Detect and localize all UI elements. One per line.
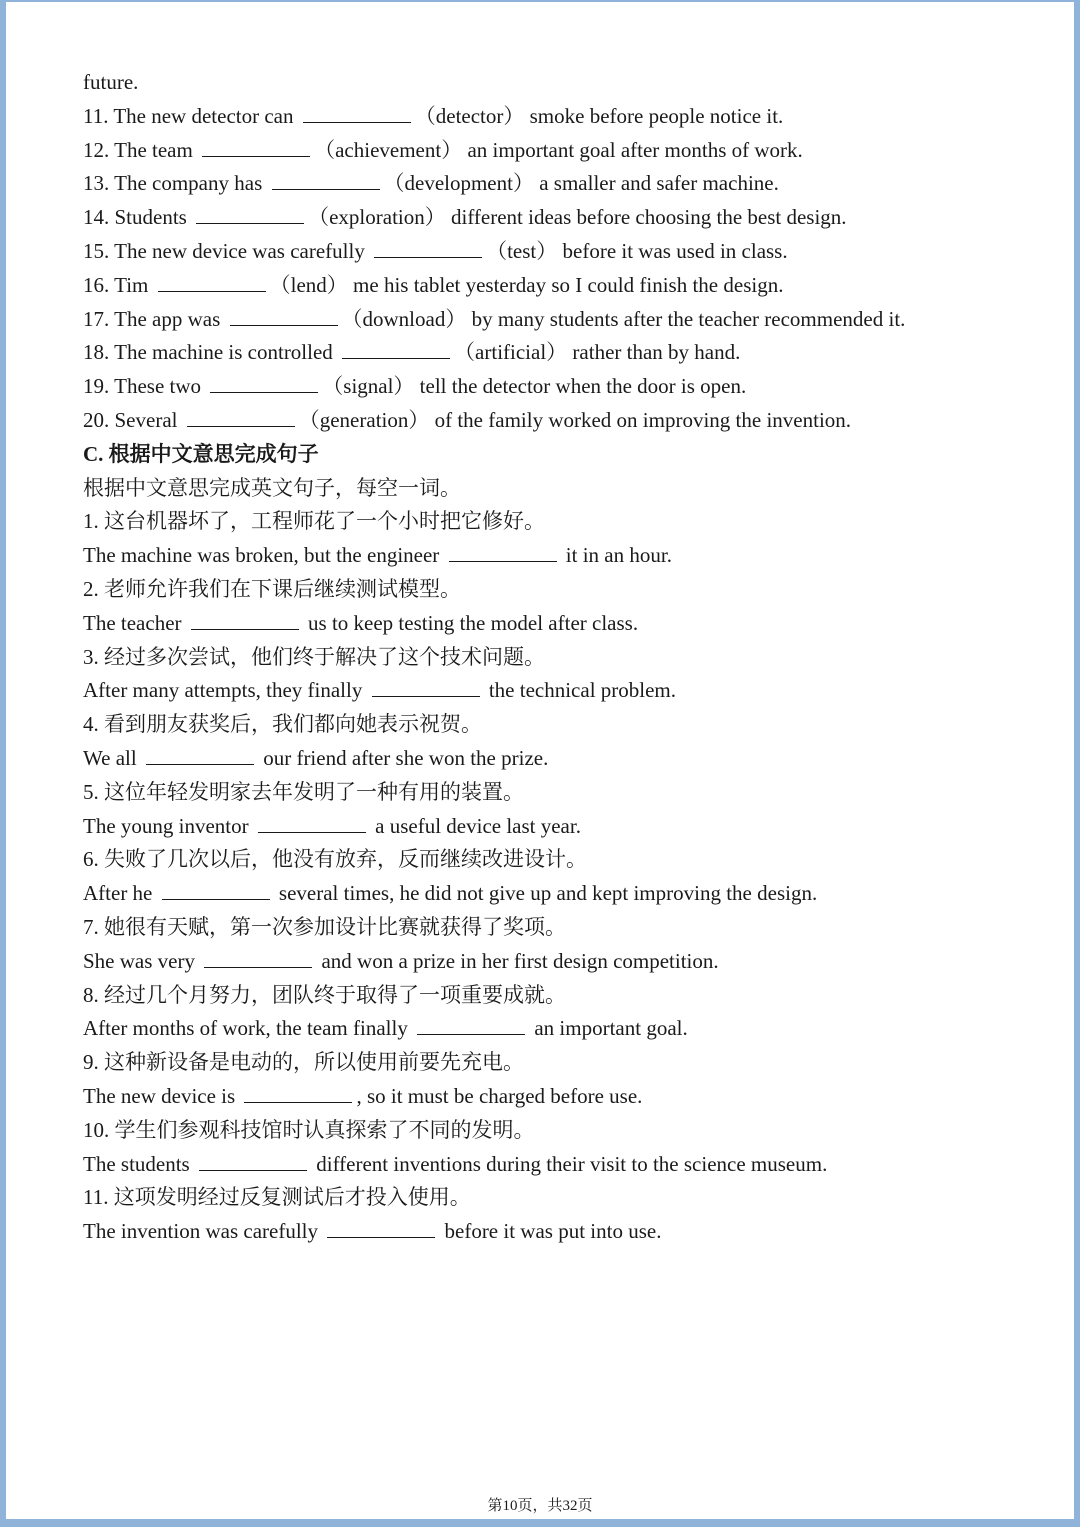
chinese-prompt: 8. 经过几个月努力，团队终于取得了一项重要成就。 [83, 982, 566, 1007]
fill-in-question [83, 235, 1043, 269]
section-instruction: 根据中文意思完成英文句子，每空一词。 [83, 475, 461, 500]
fill-in-question [83, 201, 1043, 235]
fill-in-question [83, 404, 1043, 438]
answer-blank[interactable] [191, 607, 299, 630]
answer-blank[interactable] [162, 877, 270, 900]
sentence-text-after: different inventions during their visit to the science museum. [310, 1151, 828, 1176]
fill-in-question [83, 134, 1043, 168]
translation-sentence [83, 1215, 1043, 1249]
answer-blank[interactable] [199, 1148, 307, 1171]
chinese-prompt: 11. 这项发明经过反复测试后才投入使用。 [83, 1185, 471, 1210]
answer-blank[interactable] [196, 201, 304, 224]
page-number: 第10页，共32页 [487, 1498, 593, 1514]
question-text-before: 12. The team [83, 137, 199, 162]
question-text-before: 18. The machine is controlled [83, 340, 339, 365]
worksheet-content [83, 66, 1043, 1249]
translation-sentence [83, 1148, 1043, 1182]
chinese-prompt: 9. 这种新设备是电动的，所以使用前要先充电。 [83, 1050, 524, 1075]
sentence-text-after: before it was put into use. [439, 1219, 662, 1244]
answer-blank[interactable] [449, 539, 557, 562]
sentence-text-before: The young inventor [83, 813, 254, 838]
sentence-text-after: our friend after she won the prize. [257, 745, 549, 770]
answer-blank[interactable] [258, 810, 366, 833]
question-text-before: 11. The new detector can [83, 103, 299, 128]
chinese-prompt: 6. 失败了几次以后，他没有放弃，反而继续改进设计。 [83, 847, 587, 872]
question-text-after: （development） a smaller and safer machine. [383, 171, 779, 196]
answer-blank[interactable] [417, 1012, 525, 1035]
translation-sentence [83, 1012, 1043, 1046]
sentence-text-before: After he [83, 881, 158, 906]
question-text-before: 13. The company has [83, 171, 268, 196]
answer-blank[interactable] [327, 1215, 435, 1238]
translation-sentence [83, 877, 1043, 911]
fill-in-question [83, 100, 1043, 134]
fill-in-question [83, 269, 1043, 303]
chinese-prompt: 10. 学生们参观科技馆时认真探索了不同的发明。 [83, 1117, 535, 1142]
sentence-text-after: several times, he did not give up and kept improving the design. [273, 881, 818, 906]
answer-blank[interactable] [202, 134, 310, 157]
translation-sentence [83, 607, 1043, 641]
translation-sentence [83, 742, 1043, 776]
translation-sentence [83, 1080, 1043, 1114]
answer-blank[interactable] [187, 404, 295, 427]
answer-blank[interactable] [146, 742, 254, 765]
question-text-after: （artificial） rather than by hand. [454, 340, 741, 365]
question-text-before: 19. These two [83, 374, 207, 399]
question-text-before: 16. Tim [83, 272, 154, 297]
sentence-text-before: After many attempts, they finally [83, 678, 368, 703]
chinese-prompt: 5. 这位年轻发明家去年发明了一种有用的装置。 [83, 779, 524, 804]
sentence-text-before: She was very [83, 948, 201, 973]
sentence-text-after: an important goal. [529, 1016, 688, 1041]
question-text-after: （download） by many students after the teacher recommended it. [341, 306, 906, 331]
answer-blank[interactable] [372, 674, 480, 697]
translation-sentence [83, 674, 1043, 708]
sentence-text-before: The new device is [83, 1083, 241, 1108]
question-text-after: （lend） me his tablet yesterday so I could finish the design. [269, 272, 784, 297]
translation-sentence [83, 810, 1043, 844]
answer-blank[interactable] [204, 945, 312, 968]
answer-blank[interactable] [158, 269, 266, 292]
question-text-after: （generation） of the family worked on improving the invention. [298, 407, 852, 432]
answer-blank[interactable] [303, 100, 411, 123]
chinese-prompt: 3. 经过多次尝试，他们终于解决了这个技术问题。 [83, 644, 545, 669]
chinese-prompt: 2. 老师允许我们在下课后继续测试模型。 [83, 576, 461, 601]
sentence-text-before: The invention was carefully [83, 1219, 324, 1244]
translation-sentence [83, 539, 1043, 573]
question-text-after: （detector） smoke before people notice it. [414, 103, 784, 128]
answer-blank[interactable] [244, 1080, 352, 1103]
fill-in-question [83, 167, 1043, 201]
sentence-text-before: The machine was broken, but the engineer [83, 543, 445, 568]
sentence-text-after: a useful device last year. [369, 813, 581, 838]
answer-blank[interactable] [210, 370, 318, 393]
fill-in-question [83, 370, 1043, 404]
question-text-after: （exploration） different ideas before choosing the best design. [308, 205, 847, 230]
answer-blank[interactable] [342, 336, 450, 359]
sentence-text-before: The students [83, 1151, 195, 1176]
fill-in-question [83, 336, 1043, 370]
sentence-text-after: and won a prize in her first design competition. [316, 948, 719, 973]
section-heading: C. 根据中文意思完成句子 [83, 441, 319, 466]
sentence-text-before: After months of work, the team finally [83, 1016, 414, 1041]
sentence-text-after: us to keep testing the model after class. [302, 610, 639, 635]
question-text-after: （signal） tell the detector when the door is open. [322, 374, 747, 399]
question-text-before: 20. Several [83, 407, 183, 432]
chinese-prompt: 4. 看到朋友获奖后，我们都向她表示祝贺。 [83, 712, 482, 737]
question-text-before: 15. The new device was carefully [83, 238, 371, 263]
chinese-prompt: 1. 这台机器坏了，工程师花了一个小时把它修好。 [83, 509, 545, 534]
chinese-prompt: 7. 她很有天赋，第一次参加设计比赛就获得了奖项。 [83, 914, 566, 939]
translation-sentence [83, 945, 1043, 979]
question-text-before: 17. The app was [83, 306, 226, 331]
sentence-text-after: the technical problem. [483, 678, 677, 703]
continued-text: future. [83, 70, 139, 94]
answer-blank[interactable] [272, 167, 380, 190]
fill-in-question [83, 303, 1043, 337]
sentence-text-after: , so it must be charged before use. [356, 1083, 643, 1108]
question-text-after: （achievement） an important goal after months of work. [314, 137, 803, 162]
answer-blank[interactable] [230, 303, 338, 326]
sentence-text-before: We all [83, 745, 142, 770]
answer-blank[interactable] [374, 235, 482, 258]
question-text-before: 14. Students [83, 205, 193, 230]
sentence-text-before: The teacher [83, 610, 187, 635]
sentence-text-after: it in an hour. [560, 543, 672, 568]
question-text-after: （test） before it was used in class. [486, 238, 788, 263]
